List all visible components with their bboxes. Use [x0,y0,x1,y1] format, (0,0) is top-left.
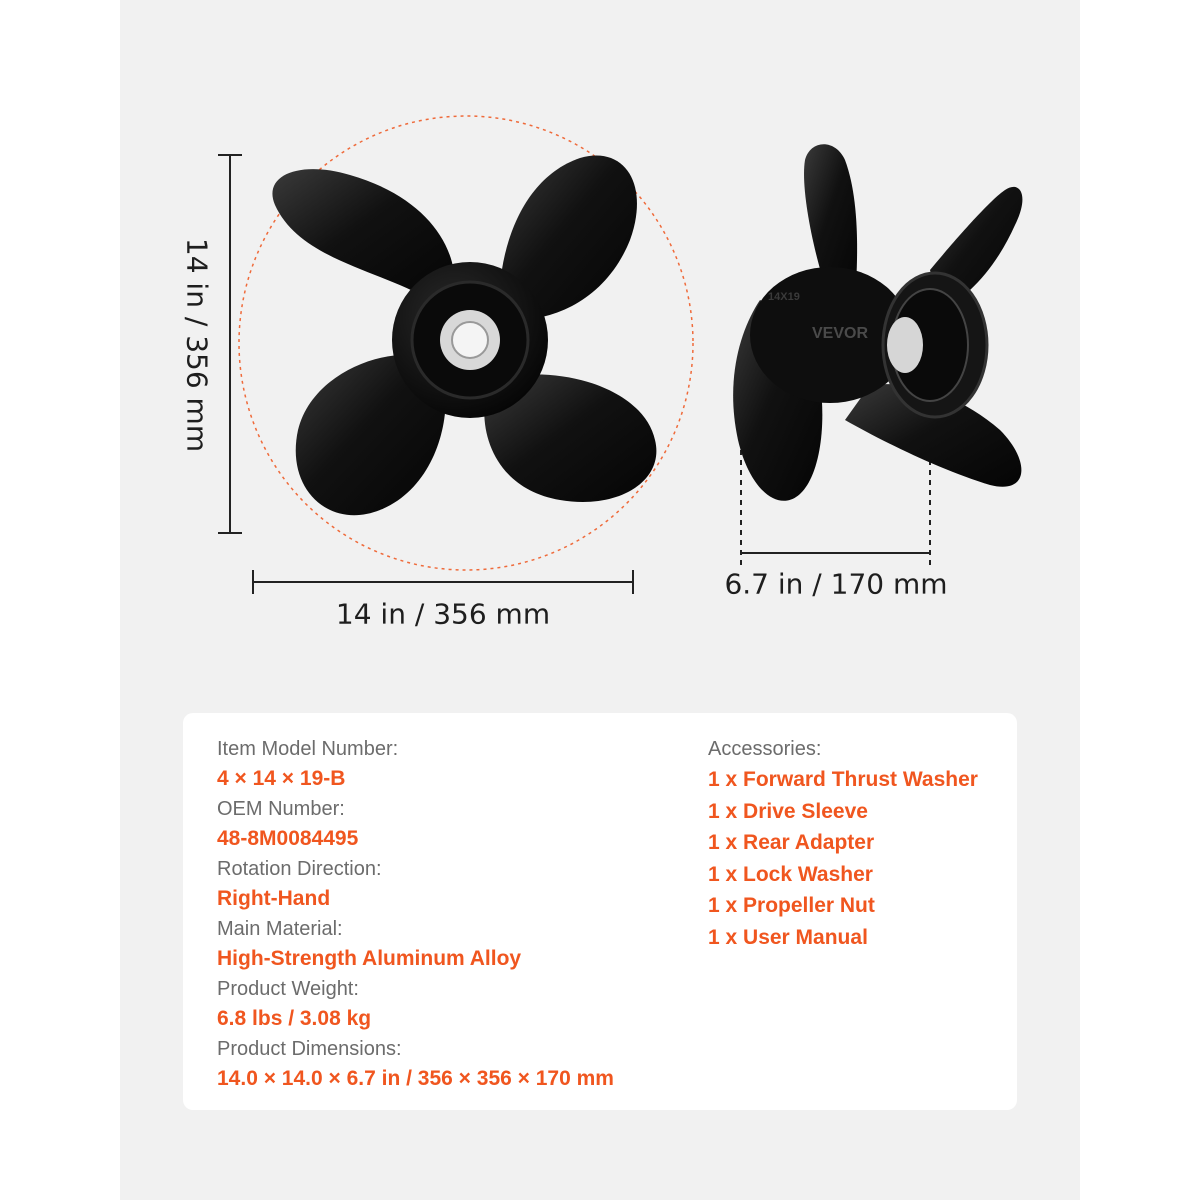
height-dimension-line [218,155,242,533]
width-dimension-line [253,570,633,594]
spec-value-oem: 48-8M0084495 [217,827,359,850]
propeller-side-view [733,144,1022,501]
spec-value-model: 4 × 14 × 19-B [217,767,346,790]
spec-label-oem: OEM Number: [217,798,345,820]
side-size-text: 14X19 [768,291,800,303]
spec-card [183,713,1017,1110]
accessory-item: 1 x Lock Washer [708,862,873,886]
propeller-front-view [272,156,656,516]
spec-label-rotation: Rotation Direction: [217,858,382,880]
spec-value-material: High-Strength Aluminum Alloy [217,947,522,970]
depth-dimension-label: 6.7 in / 170 mm [724,567,948,601]
accessory-item: 1 x Propeller Nut [708,894,875,917]
spec-list [217,734,614,1094]
spec-label-dimensions: Product Dimensions: [217,1038,402,1060]
accessories-list [708,734,978,953]
spec-value-rotation: Right-Hand [217,887,331,910]
spec-label-weight: Product Weight: [217,978,359,1000]
width-dimension-label: 14 in / 356 mm [335,597,551,631]
accessory-item: 1 x User Manual [708,925,868,949]
spec-value-dimensions: 14.0 × 14.0 × 6.7 in / 356 × 356 × 170 mm [217,1067,614,1090]
side-brand-text: VEVOR [812,325,869,342]
accessories-title: Accessories: [708,738,822,760]
accessory-item: 1 x Rear Adapter [708,831,875,854]
height-dimension-label: 14 in / 356 mm [180,237,214,453]
accessory-item: 1 x Drive Sleeve [708,799,868,823]
spec-label-material: Main Material: [217,918,343,940]
spec-value-weight: 6.8 lbs / 3.08 kg [217,1007,372,1030]
accessory-item: 1 x Forward Thrust Washer [708,768,978,791]
spec-label-model: Item Model Number: [217,738,399,760]
